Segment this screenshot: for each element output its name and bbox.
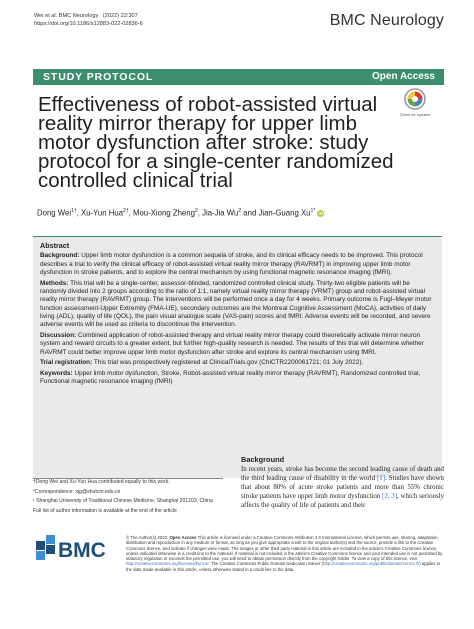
author-affiliation: 1* <box>310 208 316 214</box>
abstract-paragraph <box>40 280 435 330</box>
abstract-label: Background: <box>40 252 80 260</box>
body-text: In recent years, stroke has become the second leading cause of death and the third leading cause of disability in the world <box>241 466 444 483</box>
crossmark-label: Check for updates <box>399 113 431 117</box>
footnote: †Dong Wei and Xu-Yun Hua contributed equally to this work. <box>33 479 170 485</box>
footnote: *Correspondence: xjg@shutcm.edu.cn <box>33 488 121 495</box>
abstract-text: Upper limb motor dysfunction is a common sequela of stroke, and its clinical efficacy needs to be improved. This protocol describes a trial to verify the clinical efficacy of robot-assisted virtual reality mirror therapy (RAVRMT) in improving upper limb motor dysfunction in stroke patients, and to explore the central mechanism by using functional magnetic resonance imaging (fMRI). <box>40 252 423 277</box>
abstract-label: Trial registration: <box>40 359 93 367</box>
author-conjunction: and <box>243 208 257 218</box>
abstract-label: Methods: <box>40 279 69 287</box>
license-link[interactable]: http://creativecommons.org/publicdomain/zero/1.0/ <box>322 561 420 567</box>
license-text: This article is licensed under a Creative Commons Attribution 4.0 International License, which permits use, sharing, adaptation, distribution and reproduction in any medium or format, as long as you give appropriate credit to the original author(s) and the source, provide a link to the Creative Commons licence, and indicate if changes were made. The images or other third party material in this article are included in the article's Creative Commons licence, unless indicated otherwise in a credit line to the material. If material is not included in the article's Creative Commons licence and your intended use is not permitted by statutory regulation or exceeds the permitted use, you will need to obtain permission directly from the copyright holder. To view a copy of this licence, visit <box>126 535 443 561</box>
footnote: Full list of author information is available at the end of the article <box>33 507 177 514</box>
journal-name: BMC Neurology <box>329 12 444 29</box>
author-affiliation: 2 <box>194 208 198 214</box>
license-text: © The Author(s) 2022. <box>126 535 170 540</box>
abstract-label: Discussion: <box>40 332 77 340</box>
citation-text: Wei et al. BMC Neurology <box>34 13 99 19</box>
author-affiliation: 1† <box>71 208 77 214</box>
logo-text: BMC <box>58 539 106 562</box>
license-notice <box>126 535 444 572</box>
abstract-box <box>33 236 442 478</box>
license-link[interactable]: http://creativecommons.org/licenses/by/4.0/ <box>126 561 209 567</box>
background-heading: Background <box>241 455 285 464</box>
citation-year: (2022) 22:307 <box>102 13 138 19</box>
author-affiliation: 2 <box>238 208 242 214</box>
doi-link[interactable]: https://doi.org/10.1186/s12883-022-02836-6 <box>34 20 143 27</box>
footnote: ¹ Shanghai University of Traditional Chinese Medicine, Shanghai 201203, China <box>33 498 213 504</box>
license-oa-label: Open Access <box>169 535 197 540</box>
reference-link[interactable]: [2, 3] <box>382 493 398 501</box>
article-type-label: STUDY PROTOCOL <box>43 71 154 83</box>
open-access-label: Open Access <box>372 71 435 82</box>
abstract-paragraph <box>40 332 435 357</box>
author-affiliation: 2† <box>123 208 129 214</box>
abstract-text: This trial was prospectively registered at ClinicalTrials.gov (ChiCTR2200061721; 01 July 2022). <box>93 359 364 367</box>
author-name[interactable]: Xu-Yun Hua <box>81 208 124 218</box>
abstract-text: Combined application of robot-assisted therapy and virtual reality mirror therapy could theoretically activate mirror neuron system and reward circuits to a greater extent, but further high-quality research is needed. The results of this trial will determine whether RAVRMT could better improve upper limb motor dysfunction after stroke and explore its central mechanism using fMRI. <box>40 332 424 356</box>
reference-link[interactable]: [1] <box>377 475 386 483</box>
article-title: Effectiveness of robot-assisted virtual reality mirror therapy for upper limb motor dysfunction after stroke: study protocol for a single-center randomized controlled clinical trial <box>38 93 394 192</box>
author-name[interactable]: Dong Wei <box>37 208 72 218</box>
author-name[interactable]: Jia-Jia Wu <box>202 208 239 218</box>
abstract-text: This trial will be a single-center, assessor-blinded, randomized controlled clinical study. Thirty-two eligible patients will be randomly divided into 2 groups according to the ratio of 1:1, namely virtual reality mirror therapy (VRMT) group and robot-assisted virtual reality mirror therapy (RAVRMT) group. The interventions will be performed once a day for 4 weeks. Primary outcome is Fugl–Meyer motor function assessment-Upper Extremity (FMA-UE), secondary outcomes are the Montreal Cognitive Assessment (MoCA), activities of daily living (ADL), quality of life (QOL), the pain visual analogue scale (VAS-pain) scores and fMRI. Adverse events will be recorded, and severe adverse events will be used as criteria to discontinue the intervention. <box>40 279 432 329</box>
footnotes <box>33 479 228 517</box>
abstract-paragraph <box>40 359 435 367</box>
abstract-heading: Abstract <box>40 241 70 250</box>
abstract-label: Keywords: <box>40 370 73 377</box>
orcid-icon[interactable]: iD <box>318 210 324 216</box>
body-text: , which seriously affects the quality of life of patients and their <box>241 493 445 510</box>
author-list: Dong Wei$^{1\dagger}$, Xu-Yun Hua$^{2\dagger}$, Mou-Xiong Zheng$^2$, Jia-Jia Wu$^2$ and Jian-Guang $Xu^{1*}$ iD <box>37 208 324 218</box>
citation-header <box>34 13 143 28</box>
background-paragraph <box>241 465 444 510</box>
article-type-band <box>33 69 444 85</box>
body-text: . Studies have shown that about 80% of acute stroke patients and more than 55% chronic stroke patients have upper limb motor dysfunction <box>241 475 444 501</box>
license-text: . The Creative Commons Public Domain Dedication waiver ( <box>208 561 323 567</box>
abstract-paragraph <box>40 252 435 277</box>
abstract-paragraph <box>40 370 435 387</box>
crossmark-icon[interactable] <box>404 88 426 110</box>
author-name[interactable]: Mou-Xiong Zheng <box>132 208 195 218</box>
license-text: ) applies to the data made available in this article, unless otherwise stated in a credit line to the data. <box>126 561 441 572</box>
abstract-text: Upper limb motor dysfunction, Stroke, Robot-assisted virtual reality mirror therapy (RAVRMT), Randomized controlled trial, Functional magnetic resonance imaging (fMRI) <box>40 370 421 386</box>
author-name[interactable]: Jian-Guang Xu <box>258 208 311 218</box>
